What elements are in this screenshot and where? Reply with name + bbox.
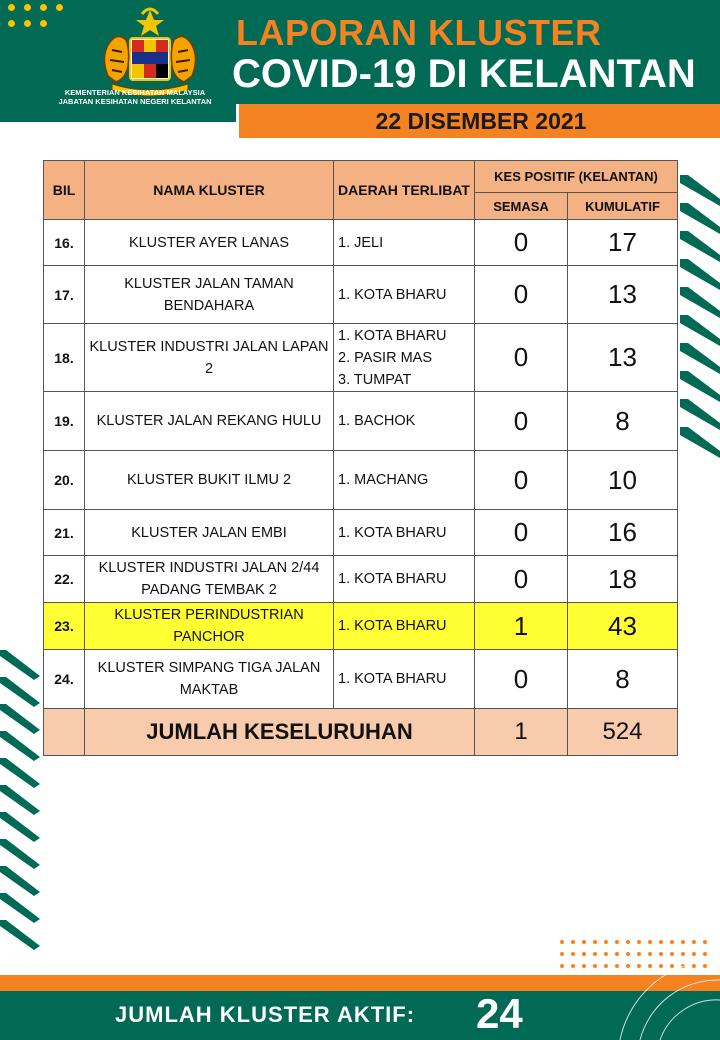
dot	[560, 964, 564, 968]
cluster-name: KLUSTER JALAN TAMAN BENDAHARA	[85, 266, 334, 324]
table-row	[44, 650, 678, 709]
decorative-stripes-right	[680, 175, 720, 465]
row-number: 22.	[44, 556, 85, 603]
dot	[582, 964, 586, 968]
table-row	[44, 603, 678, 650]
dot	[571, 952, 575, 956]
stripe	[0, 704, 40, 734]
dot	[582, 952, 586, 956]
dot	[681, 952, 685, 956]
cluster-name: KLUSTER PERINDUSTRIAN PANCHOR	[85, 603, 334, 650]
dot	[560, 940, 564, 944]
department-name: JABATAN KESIHATAN NEGERI KELANTAN	[58, 97, 212, 106]
cluster-name: KLUSTER INDUSTRI JALAN LAPAN 2	[85, 324, 334, 392]
report-date: 22 DISEMBER 2021	[375, 108, 587, 134]
dot	[40, 20, 47, 27]
dot	[571, 964, 575, 968]
cumulative-cases: 13	[568, 266, 678, 324]
dot	[659, 952, 663, 956]
affected-area	[334, 266, 475, 324]
stripe	[680, 203, 720, 234]
stripe	[0, 920, 40, 950]
area-item: 1. KOTA BHARU	[338, 327, 447, 344]
dot	[648, 940, 652, 944]
date-banner	[236, 104, 720, 138]
cumulative-cases: 10	[568, 451, 678, 510]
header-positive-cases: KES POSITIF (KELANTAN)	[475, 161, 678, 193]
cluster-name: KLUSTER SIMPANG TIGA JALAN MAKTAB	[85, 650, 334, 709]
dot	[692, 952, 696, 956]
dot	[681, 940, 685, 944]
dot	[692, 940, 696, 944]
table-row	[44, 451, 678, 510]
dot	[604, 940, 608, 944]
stripe	[680, 427, 720, 458]
dot	[582, 940, 586, 944]
dot	[615, 940, 619, 944]
stripe	[680, 371, 720, 402]
current-cases: 0	[475, 510, 568, 556]
stripe	[680, 343, 720, 374]
area-item: 1. BACHOK	[338, 413, 416, 429]
decorative-stripes-left	[0, 650, 40, 950]
area-item: 1. KOTA BHARU	[338, 524, 447, 541]
dot	[593, 940, 597, 944]
dot	[670, 952, 674, 956]
cluster-table	[43, 160, 678, 756]
stripe	[0, 893, 40, 923]
row-number: 16.	[44, 220, 85, 266]
header-area-text: DAERAH TERLIBAT	[338, 182, 470, 198]
dot	[648, 952, 652, 956]
area-item: 1. JELI	[338, 234, 384, 251]
current-cases: 0	[475, 451, 568, 510]
stripe	[680, 287, 720, 318]
row-number: 23.	[44, 603, 85, 650]
stripe	[0, 866, 40, 896]
dot	[659, 940, 663, 944]
area-item: 3. TUMPAT	[338, 371, 412, 388]
stripe	[0, 812, 40, 842]
cumulative-cases: 8	[568, 650, 678, 709]
row-number: 18.	[44, 324, 85, 392]
current-cases: 0	[475, 650, 568, 709]
cluster-name: KLUSTER AYER LANAS	[85, 220, 334, 266]
stripe	[680, 259, 720, 290]
area-item: 1. KOTA BHARU	[338, 571, 447, 587]
dot	[593, 964, 597, 968]
area-item: 1. KOTA BHARU	[338, 618, 447, 634]
affected-area	[334, 324, 475, 392]
cumulative-cases: 18	[568, 556, 678, 603]
dot	[560, 952, 564, 956]
cumulative-cases: 13	[568, 324, 678, 392]
cumulative-cases: 8	[568, 392, 678, 451]
dot	[703, 940, 707, 944]
stripe	[0, 785, 40, 815]
cluster-name: KLUSTER JALAN EMBI	[85, 510, 334, 556]
page-subtitle: COVID-19 DI KELANTAN	[232, 52, 696, 96]
current-cases: 0	[475, 220, 568, 266]
dot	[8, 20, 15, 27]
affected-area	[334, 650, 475, 709]
stripe	[0, 677, 40, 707]
header-cluster-name: NAMA KLUSTER	[85, 161, 334, 220]
header-area	[334, 161, 475, 220]
current-cases: 0	[475, 324, 568, 392]
dot	[703, 952, 707, 956]
stripe	[0, 758, 40, 788]
row-number: 20.	[44, 451, 85, 510]
stripe	[0, 839, 40, 869]
dot	[8, 4, 15, 11]
row-number: 19.	[44, 392, 85, 451]
dot	[637, 952, 641, 956]
area-item: 1. MACHANG	[338, 472, 429, 488]
dot	[24, 4, 31, 11]
page-title: LAPORAN KLUSTER	[236, 12, 602, 53]
row-number: 17.	[44, 266, 85, 324]
current-cases: 0	[475, 556, 568, 603]
area-item: 1. KOTA BHARU	[338, 286, 447, 303]
table-row	[44, 392, 678, 451]
cluster-name: KLUSTER BUKIT ILMU 2	[85, 451, 334, 510]
logo-caption	[40, 88, 230, 106]
affected-area	[334, 510, 475, 556]
dot	[40, 4, 47, 11]
decorative-arcs	[600, 960, 720, 1040]
affected-area	[334, 603, 475, 650]
dot	[670, 940, 674, 944]
total-label: JUMLAH KESELURUHAN	[85, 709, 475, 756]
table-row	[44, 266, 678, 324]
table-row	[44, 220, 678, 266]
ministry-name: KEMENTERIAN KESIHATAN MALAYSIA	[64, 88, 206, 97]
header-bil: BIL	[44, 161, 85, 220]
stripe	[0, 650, 40, 680]
affected-area	[334, 220, 475, 266]
dot	[626, 952, 630, 956]
area-item: 1. KOTA BHARU	[338, 671, 447, 687]
dot	[604, 952, 608, 956]
total-blank	[44, 709, 85, 756]
cumulative-cases: 16	[568, 510, 678, 556]
current-cases: 0	[475, 266, 568, 324]
cumulative-cases: 43	[568, 603, 678, 650]
cumulative-cases: 17	[568, 220, 678, 266]
dot	[571, 940, 575, 944]
header-cumulative: KUMULATIF	[568, 193, 678, 220]
row-number: 21.	[44, 510, 85, 556]
total-current: 1	[475, 709, 568, 756]
dot	[637, 940, 641, 944]
current-cases: 0	[475, 392, 568, 451]
area-item: 2. PASIR MAS	[338, 349, 433, 366]
stripe	[680, 175, 720, 206]
dot	[24, 20, 31, 27]
active-cluster-count: 24	[476, 990, 523, 1037]
dot	[626, 940, 630, 944]
total-row	[44, 709, 678, 756]
affected-area	[334, 556, 475, 603]
stripe	[680, 399, 720, 430]
stripe	[0, 731, 40, 761]
active-cluster-label: JUMLAH KLUSTER AKTIF:	[115, 1002, 416, 1027]
total-cumulative: 524	[568, 709, 678, 756]
table-row	[44, 324, 678, 392]
affected-area	[334, 451, 475, 510]
cluster-name: KLUSTER JALAN REKANG HULU	[85, 392, 334, 451]
stripe	[680, 231, 720, 262]
affected-area	[334, 392, 475, 451]
dot	[593, 952, 597, 956]
cluster-name: KLUSTER INDUSTRI JALAN 2/44 PADANG TEMBAK 2	[85, 556, 334, 603]
current-cases: 1	[475, 603, 568, 650]
table-row	[44, 556, 678, 603]
dot	[615, 952, 619, 956]
row-number: 24.	[44, 650, 85, 709]
table-row	[44, 510, 678, 556]
header-current: SEMASA	[475, 193, 568, 220]
stripe	[680, 315, 720, 346]
